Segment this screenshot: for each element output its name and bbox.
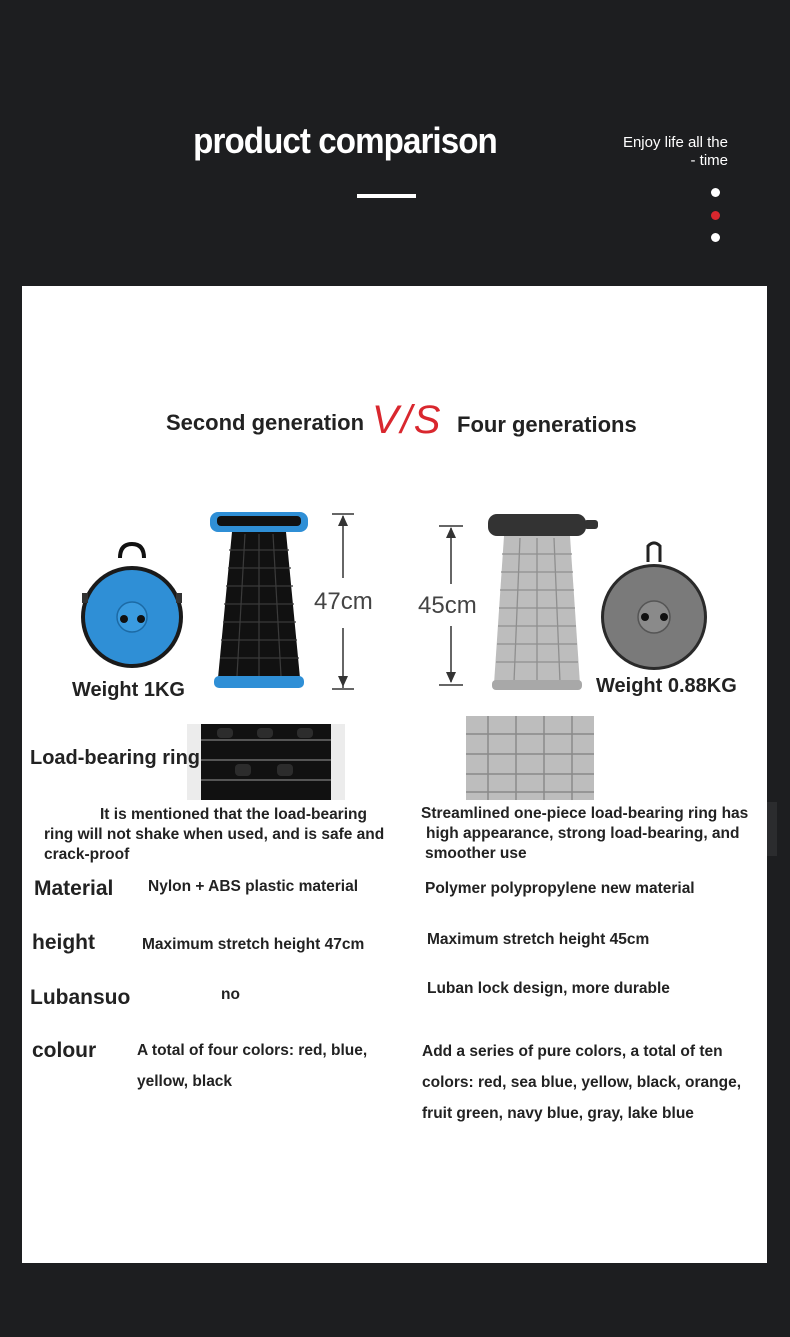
blue-stool-top-view-image [78,540,188,672]
colour-left-line-2: yellow, black [137,1073,233,1090]
load-bearing-ring-label: Load-bearing ring [30,747,200,769]
right-ring-desc-line-1: Streamlined one-piece load-bearing ring has [421,805,749,822]
lubansuo-right-value: Luban lock design, more durable [427,980,670,997]
left-ring-desc-line-3: crack-proof [44,846,130,863]
colour-left-line-1: A total of four colors: red, blue, [137,1042,368,1059]
left-height-label: 47cm [314,588,373,615]
lubansuo-label: Lubansuo [30,986,131,1009]
height-label: height [32,931,95,954]
left-weight-label: Weight 1KG [72,679,185,701]
tagline-line-2: - time [690,152,728,169]
page-title: product comparison [193,120,497,161]
pager-dot-2-active[interactable] [711,211,720,220]
four-generations-heading: Four generations [457,412,637,437]
colour-right-line-1: Add a series of pure colors, a total of ten [422,1043,723,1060]
right-weight-label: Weight 0.88KG [596,675,737,697]
material-right-value: Polymer polypropylene new material [425,880,695,897]
right-height-label: 45cm [418,592,477,619]
material-label: Material [34,877,114,900]
colour-right-line-3: fruit green, navy blue, gray, lake blue [422,1105,694,1122]
edge-strip [767,802,777,856]
tagline-line-1: Enjoy life all the [622,134,728,151]
colour-left-value [137,1035,407,1097]
right-ring-desc-line-3: smoother use [425,845,527,862]
height-right-value: Maximum stretch height 45cm [427,931,650,948]
colour-label: colour [32,1039,97,1062]
black-ring-closeup-image [187,724,345,800]
gray-ring-closeup-image [466,716,594,800]
left-ring-desc-line-2: ring will not shake when used, and is safe and [44,826,385,843]
right-ring-desc-line-2: high appearance, strong load-bearing, and [426,825,740,842]
left-ring-description [44,805,394,865]
gray-stool-side-view-image [480,512,605,692]
tagline [600,134,728,170]
lubansuo-left-value: no [221,986,240,1003]
versus-mark: V/S [372,398,443,442]
colour-right-line-2: colors: red, sea blue, yellow, black, orange, [422,1074,742,1091]
colour-right-value [422,1036,767,1129]
pager-dot-3[interactable] [711,233,720,242]
black-stool-side-view-image [205,510,315,692]
pager-dot-1[interactable] [711,188,720,197]
left-ring-desc-line-1: It is mentioned that the load-bearing [100,806,367,823]
gray-stool-top-view-image [598,540,712,670]
material-left-value: Nylon + ABS plastic material [148,878,359,895]
height-left-value: Maximum stretch height 47cm [142,936,365,953]
title-underline [357,194,416,198]
right-ring-description [421,804,766,864]
second-generation-heading: Second generation [166,410,365,435]
